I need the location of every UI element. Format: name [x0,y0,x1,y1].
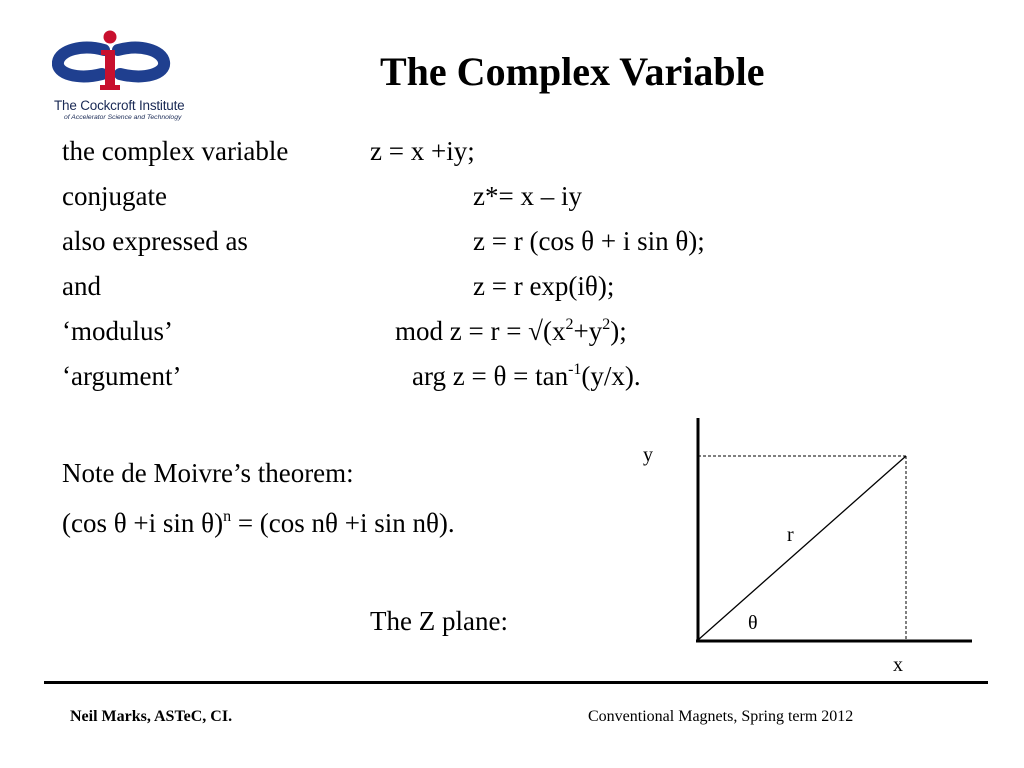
logo-subtitle: of Accelerator Science and Technology [64,114,182,121]
label-modulus: ‘modulus’ [62,316,173,346]
footer-author: Neil Marks, ASTeC, CI. [70,708,233,725]
eq-argument: arg $z = \theta = \tan^{-1}(y/x)$. [412,361,641,391]
de-moivre-formula: (cos θ +i sin θ)$^n$ = (cos nθ +i sin nθ). [62,508,455,538]
label-polar-form: also expressed as [62,226,248,256]
theta-label: θ [748,612,758,634]
eq-exp-form: z = r exp(iθ); [473,271,615,301]
zplane-caption: The Z plane: [370,606,508,636]
footer-course: Conventional Magnets, Spring term 2012 [588,708,854,725]
x-axis-label: x [893,654,903,676]
radius-vector [698,456,906,640]
note-heading: Note de Moivre’s theorem: [62,458,354,488]
radius-label: r [787,524,794,546]
y-axis-label: y [643,444,653,466]
label-conjugate: conjugate [62,181,167,211]
label-complex-variable: the complex variable [62,136,289,166]
eq-complex-variable: z = x +iy; [370,136,475,166]
eq-modulus: mod $z = r = √(x^2+y^2)$; [395,316,627,346]
footer-divider [44,681,988,684]
eq-polar-form: z = r (cos θ + i sin θ); [473,226,705,256]
eq-conjugate: z*= x – iy [473,181,582,211]
logo-name: The Cockcroft Institute [54,98,185,113]
slide-title: The Complex Variable [380,49,765,94]
label-exp-form: and [62,271,101,301]
label-argument: ‘argument’ [62,361,182,391]
